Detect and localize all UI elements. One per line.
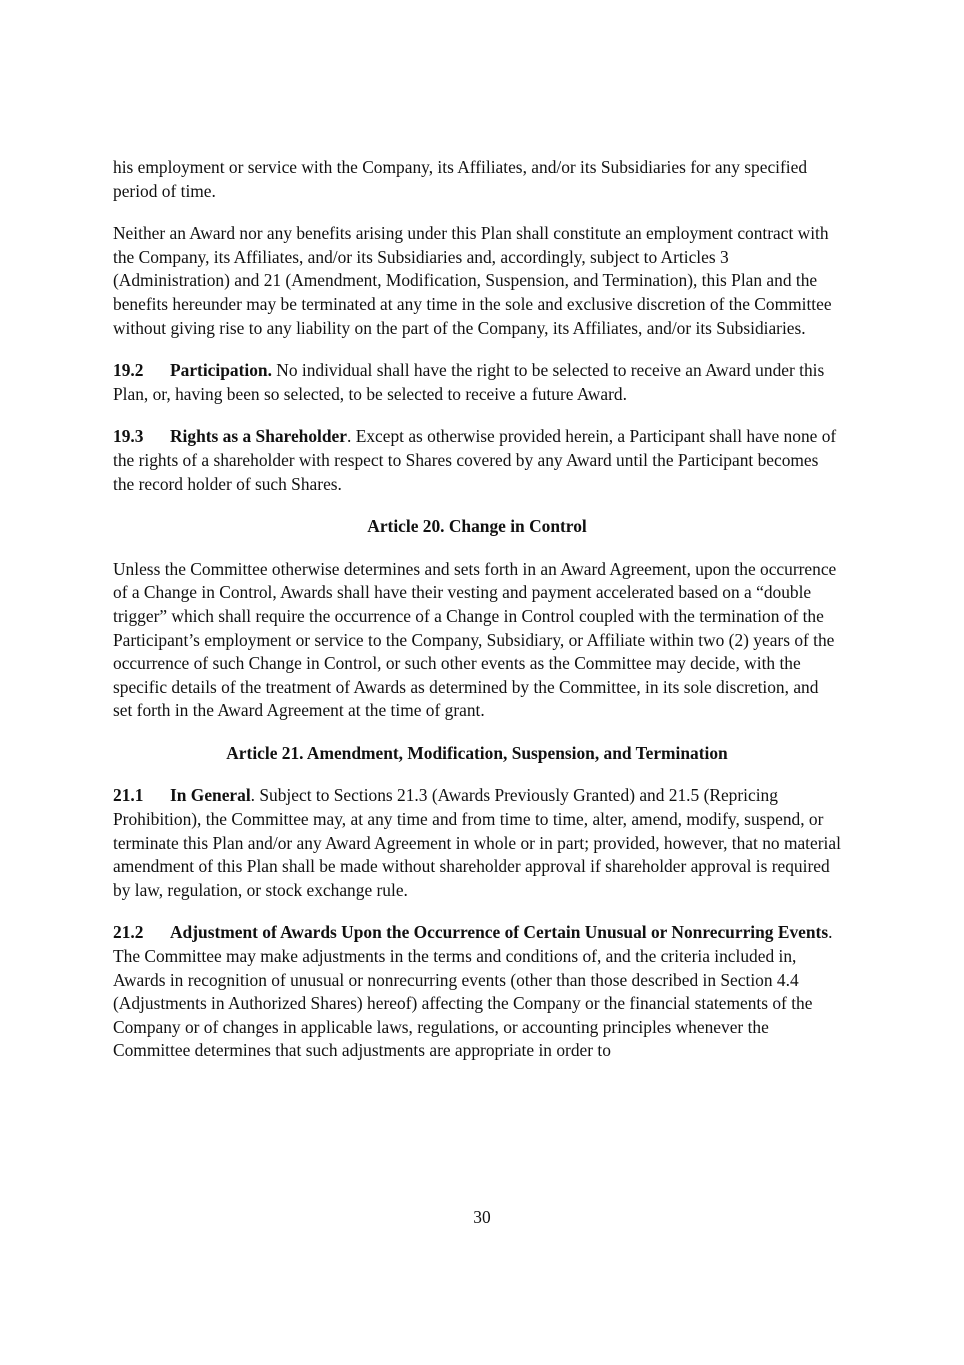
section-number: 19.3 bbox=[113, 426, 144, 447]
section-body: . Except as otherwise provided herein, a Participant shall have none of the rights of a shareholder with respect to Shares covered by any Award until the Participant becomes the record holder of such Shares. bbox=[113, 426, 837, 494]
article-20-heading: Article 20. Change in Control bbox=[367, 516, 587, 537]
section-21-1 bbox=[113, 784, 841, 902]
page-body bbox=[113, 156, 841, 1082]
section-title: Participation. bbox=[170, 360, 272, 381]
section-title: In General bbox=[170, 785, 251, 806]
continued-paragraph: his employment or service with the Company, its Affiliates, and/or its Subsidiaries for any specified period of time. bbox=[113, 157, 808, 201]
employment-contract-paragraph: Neither an Award nor any benefits arising under this Plan shall constitute an employment contract with the Company, its Affiliates, and/or its Subsidiaries and, accordingly, subject to Articles 3 (Administration) and 21 (Amendment, Modification, Suspension, and Termination), this Plan and the benefits hereunder may be terminated at any time in the sole and exclusive discretion of the Committee without giving rise to any liability on the part of the Company, its Affiliates, and/or its Subsidiaries. bbox=[113, 223, 832, 338]
section-19-3 bbox=[113, 425, 841, 496]
section-title: Adjustment of Awards Upon the Occurrence of Certain Unusual or Nonrecurring Events bbox=[170, 922, 829, 943]
section-body: No individual shall have the right to be selected to receive an Award under this Plan, or, having been so selected, to be selected to receive a future Award. bbox=[113, 360, 825, 404]
section-body: . The Committee may make adjustments in the terms and conditions of, and the criteria included in, Awards in recognition of unusual or nonrecurring events (other than those described in Section 4.4 (Adjustments in Authorized Shares) hereof) affecting the Company or the financial statements of the Company or of changes in applicable laws, regulations, or accounting principles whenever the Committee determines that such adjustments are appropriate in order to bbox=[113, 922, 833, 1061]
section-number: 19.2 bbox=[113, 360, 144, 381]
section-19-2 bbox=[113, 359, 841, 406]
section-number: 21.2 bbox=[113, 922, 144, 943]
section-number: 21.1 bbox=[113, 785, 144, 806]
article-20-body: Unless the Committee otherwise determines and sets forth in an Award Agreement, upon the occurrence of a Change in Control, Awards shall have their vesting and payment accelerated based on a “double trigger” which shall require the occurrence of a Change in Control coupled with the termination of the Participant’s employment or service to the Company, Subsidiary, or Affiliate within two (2) years of the occurrence of such Change in Control, or such other events as the Committee may decide, with the specific details of the treatment of Awards as determined by the Committee, in its sole discretion, and set forth in the Award Agreement at the time of grant. bbox=[113, 558, 837, 721]
page-number: 30 bbox=[473, 1207, 491, 1227]
article-21-heading: Article 21. Amendment, Modification, Suspension, and Termination bbox=[226, 742, 728, 763]
section-21-2 bbox=[113, 921, 841, 1063]
section-body: . Subject to Sections 21.3 (Awards Previously Granted) and 21.5 (Repricing Prohibition), the Committee may, at any time and from time to time, alter, amend, modify, suspend, or terminate this Plan and/or any Award Agreement in whole or in part; provided, however, that no material amendment of this Plan shall be made without shareholder approval if shareholder approval is required by law, regulation, or stock exchange rule. bbox=[113, 785, 841, 900]
section-title: Rights as a Shareholder bbox=[170, 426, 347, 447]
